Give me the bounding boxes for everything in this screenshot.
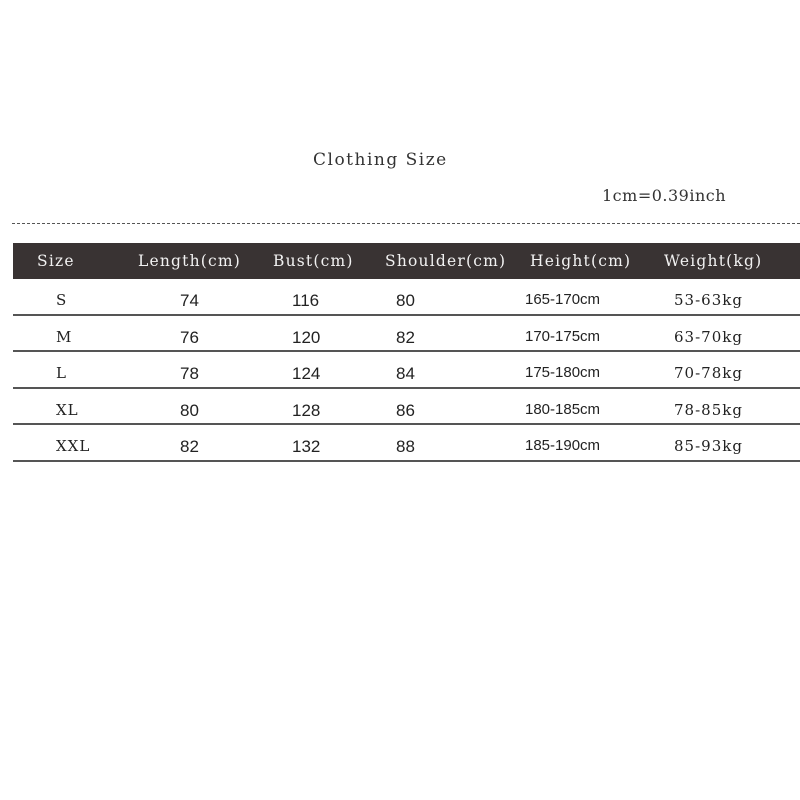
cell-bust: 128 xyxy=(292,400,321,420)
cell-weight: 53-63kg xyxy=(674,291,743,309)
cell-length: 78 xyxy=(180,364,199,383)
table-row xyxy=(13,281,800,316)
cell-weight: 70-78kg xyxy=(674,364,743,382)
header-size: Size xyxy=(37,252,75,270)
dashed-divider xyxy=(12,223,800,224)
cell-length: 80 xyxy=(180,400,199,420)
cell-bust: 124 xyxy=(292,364,321,383)
cell-weight: 85-93kg xyxy=(674,437,743,455)
cell-size: M xyxy=(56,327,73,346)
header-shoulder: Shoulder(cm) xyxy=(385,252,507,270)
size-chart-table xyxy=(13,243,800,462)
table-row xyxy=(13,318,800,353)
unit-conversion-note: 1cm=0.39inch xyxy=(602,186,727,205)
cell-shoulder: 84 xyxy=(396,364,415,383)
table-row xyxy=(13,391,800,426)
cell-bust: 116 xyxy=(292,291,320,310)
table-row xyxy=(13,354,800,389)
cell-size: XL xyxy=(56,400,79,419)
cell-height: 175-180cm xyxy=(525,364,601,381)
header-height: Height(cm) xyxy=(530,252,632,270)
table-row xyxy=(13,427,800,462)
header-bust: Bust(cm) xyxy=(273,252,354,270)
cell-height: 185-190cm xyxy=(525,437,601,454)
table-header xyxy=(13,243,800,279)
cell-shoulder: 80 xyxy=(396,291,415,310)
page-title: Clothing Size xyxy=(313,150,448,170)
cell-length: 74 xyxy=(180,291,199,310)
cell-height: 180-185cm xyxy=(525,400,601,418)
cell-bust: 120 xyxy=(292,327,321,347)
cell-shoulder: 88 xyxy=(396,437,415,456)
cell-weight: 78-85kg xyxy=(674,400,743,419)
cell-size: L xyxy=(56,364,67,382)
cell-shoulder: 86 xyxy=(396,400,415,420)
cell-size: XXL xyxy=(56,437,91,455)
cell-height: 170-175cm xyxy=(525,327,601,345)
cell-weight: 63-70kg xyxy=(674,327,743,346)
cell-length: 82 xyxy=(180,437,199,456)
cell-shoulder: 82 xyxy=(396,327,415,347)
cell-bust: 132 xyxy=(292,437,321,456)
cell-length: 76 xyxy=(180,327,199,347)
cell-size: S xyxy=(56,291,68,309)
cell-height: 165-170cm xyxy=(525,291,601,308)
header-weight: Weight(kg) xyxy=(664,252,763,270)
header-length: Length(cm) xyxy=(138,252,242,270)
